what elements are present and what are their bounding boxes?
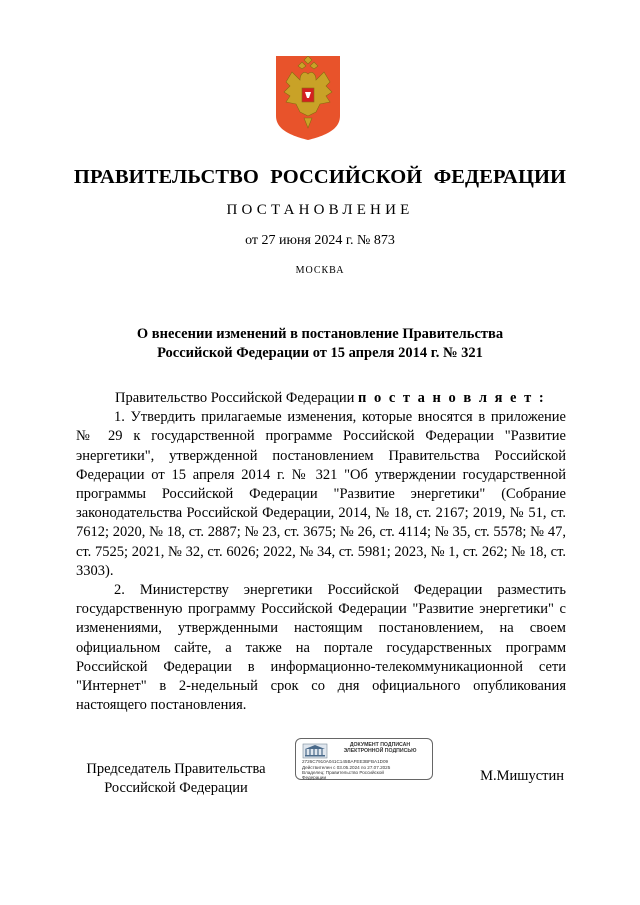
document-title	[0, 325, 640, 363]
document-type: ПОСТАНОВЛЕНИЕ	[226, 202, 414, 218]
russian-coat-of-arms-icon	[276, 56, 340, 140]
stamp-owner: Федерации	[302, 775, 327, 780]
stamp-validity: Действителен с 03.05.2024 по 27.07.2025	[302, 765, 391, 770]
signer-position-line: Российской Федерации	[104, 780, 248, 796]
document-title-line: Российской Федерации от 15 апреля 2014 г. № 321	[157, 345, 483, 361]
decree-item-2: 2. Министерству энергетики Российской Федерации разместить государственную программу Российской Федерации "Развитие энергетики" с изменениями, утвержденными настоящим постановлением, на своем официальном сайте, а также на портале государственных программ Российской Федерации в информационно-телекоммуникационной сети "Интернет" в 2-недельный срок со дня официального опубликования настоящего постановления.	[76, 582, 566, 714]
government-name: ПРАВИТЕЛЬСТВО РОССИЙСКОЙ ФЕДЕРАЦИИ	[73, 166, 567, 188]
stamp-title	[332, 742, 428, 755]
coat-of-arms-emblem	[276, 56, 340, 140]
decree-lead	[76, 389, 566, 408]
decree-verb: п о с т а н о в л я е т :	[357, 390, 546, 406]
signer-position-line: Председатель Правительства	[86, 761, 266, 777]
document-city: МОСКВА	[295, 265, 345, 276]
stamp-title-line: ЭЛЕКТРОННОЙ ПОДПИСЬЮ	[343, 748, 417, 755]
stamp-owner: Владелец: Правительство Российской	[302, 770, 384, 775]
electronic-signature-stamp	[295, 738, 433, 780]
stamp-title-line: ДОКУМЕНТ ПОДПИСАН	[349, 742, 411, 748]
decree-item-1: 1. Утвердить прилагаемые изменения, которые вносятся в приложение № 29 к государственной программе Российской Федерации "Развитие энергетики", утвержденной постановлением Правительства Российской Федерации от 15 апреля 2014 г. № 321 "Об утверждении государственной программы Российской Федерации "Развитие энергетики" (Собрание законодательства Российской Федерации, 2014, № 18, ст. 2167; 2019, № 51, ст. 7612; 2020, № 18, ст. 2887; № 23, ст. 3675; № 26, ст. 4114; № 35, ст. 5578; № 47, ст. 7525; 2021, № 32, ст. 6026; 2022, № 34, ст. 5981; 2023, № 1, ст. 262; № 18, ст. 3303).	[76, 409, 566, 579]
document-title-line: О внесении изменений в постановление Правительства	[136, 326, 504, 342]
document-date-number: от 27 июня 2024 г. № 873	[245, 233, 395, 248]
signer-position	[76, 760, 276, 798]
building-icon	[302, 743, 328, 759]
signer-name: М.Мишустин	[480, 768, 564, 784]
stamp-serial: 2726C7910A041C145BAFEE3BFBA1D09	[302, 759, 389, 764]
decree-subject: Правительство Российской Федерации	[115, 390, 355, 406]
document-body	[76, 389, 566, 715]
